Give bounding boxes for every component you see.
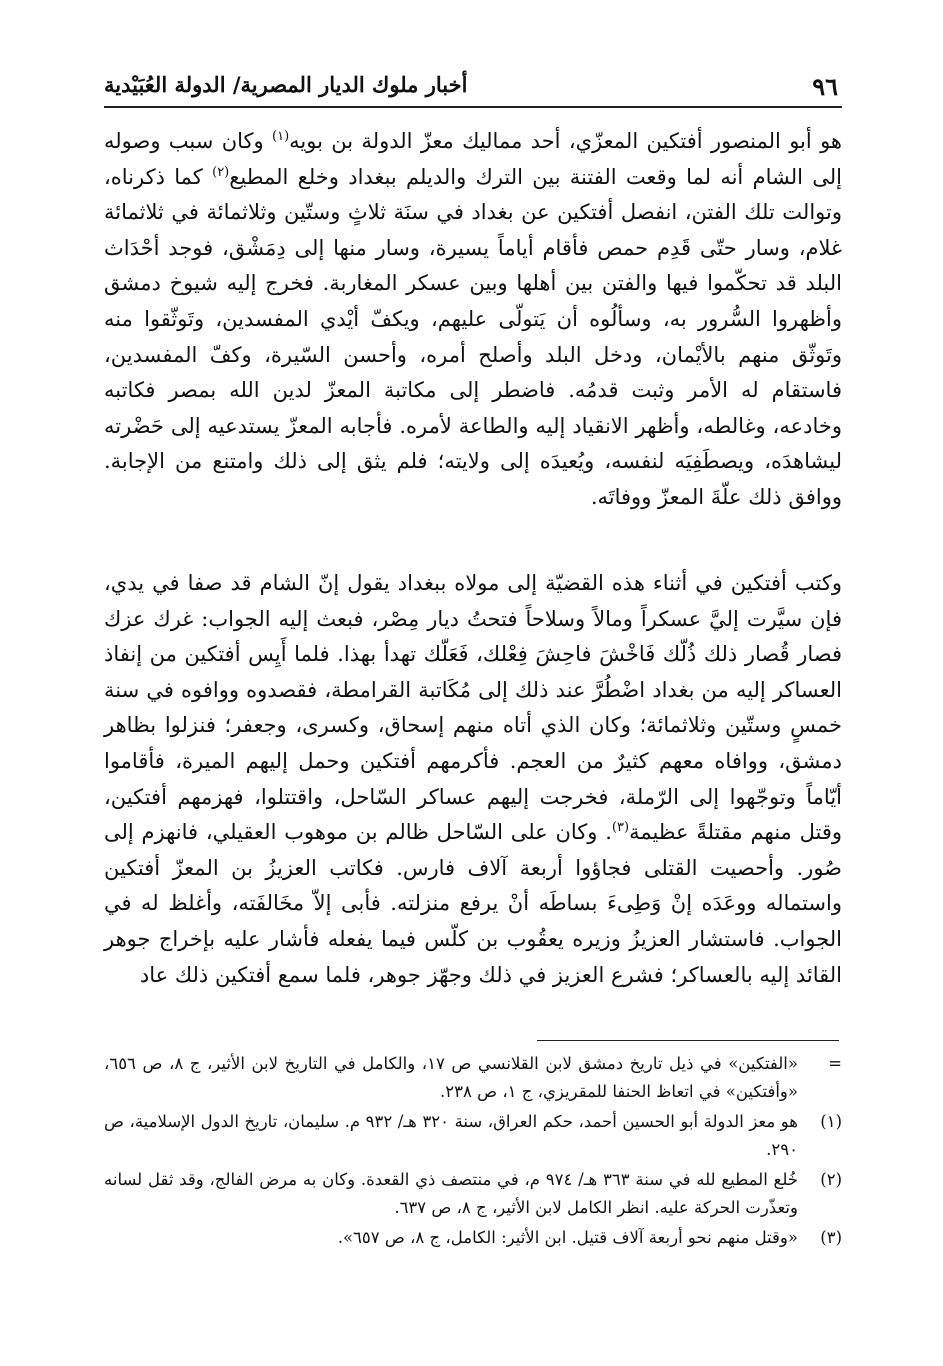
footnote-ref-2: (٢): [212, 164, 230, 180]
footnote-ref-3: (٣): [611, 820, 630, 836]
page-number: ٩٦: [812, 72, 838, 101]
footnote-divider: [537, 1040, 839, 1041]
footnote-ref-1: (١): [272, 129, 290, 144]
page-header: [104, 66, 842, 108]
footnote-mark: =: [828, 1054, 842, 1073]
paragraph-1: [104, 124, 842, 516]
footnote-text: خُلع المطيع لله في سنة ٣٦٣ هـ/ ٩٧٤ م، في منتصف ذي القعدة. وكان به مرض الفالج، وقد ثقل لسانه وتعذّرت الحركة عليه. انظر الكامل لابن الأثير، ج ٨، ص ٦٣٧.: [104, 1170, 798, 1217]
footnote-text: «الفتكين» في ذيل تاريخ دمشق لابن القلانسي ص ١٧، والكامل في التاريخ لابن الأثير، ج ٨، ص ٦٥٦، «وأفتكين» في اتعاظ الحنفا للمقريزي، ج ١، ص ٢٣٨.: [104, 1054, 798, 1101]
footnote-text: «وقتل منهم نحو أربعة آلاف قتيل. ابن الأثير: الكامل، ج ٨، ص ٦٥٧».: [337, 1228, 798, 1247]
paragraph-1-part-a: هو أبو المنصور أفتكين المعزّي، أحد مماليك معزّ الدولة بن بويه: [289, 129, 842, 153]
footnote-mark: (٣): [820, 1228, 842, 1247]
running-title: أخبار ملوك الديار المصرية/ الدولة العُبَيْدية: [104, 72, 468, 97]
footnotes: [104, 1050, 844, 1254]
paragraph-2-part-b: . وكان على السّاحل ظالم بن موهوب العقيلي، فانهزم إلى صُور. وأحصيت القتلى فجاؤوا أربعة آلاف فارس. فكاتب العزيزُ بن المعزّ أفتكين واستماله ووعَدَه إنْ وَطِىءَ بساطَه أنْ يرفع منزلته. فأبى إلاّ مخَالفَته، وأغلظ له في الجواب. فاستشار العزيزُ وزيره يعقُوب بن كلّس فيما يفعله فأشار عليه بإخراج جوهر القائد إليه بالعساكر؛ فشرع العزيز في ذلك وجهّز جوهر، فلما سمع أفتكين ذلك عاد: [104, 820, 842, 987]
paragraph-2: [104, 566, 842, 993]
footnote-continued: [104, 1050, 844, 1106]
paragraph-2-part-a: وكتب أفتكين في أثناء هذه القضيّة إلى مولاه ببغداد يقول إنّ الشام قد صفا في يدي، فإن سيَّرت إليَّ عسكراً ومالاً وسلاحاً فتحتُ ديار مِصْر، فبعث إليه الجواب: غرك عزك فصار قُصار ذلك ذُلّك فَاخْشَ فاحِشَ فِعْلك، فَعَلّك تهدأ بهذا. فلما أَيِس أفتكين من إنفاذ العساكر إليه من بغداد اضْطُرَّ عند ذلك إلى مُكَاتبة القرامطة، فقصدوه ووافوه في سنة خمسٍ وستّين وثلاثمائة؛ وكان الذي أتاه منهم إسحاق، وكسرى، وجعفر؛ فنزلوا بظاهر دمشق، ووافاه معهم كثيرٌ من العجم. فأكرمهم أفتكين وحمل إليهم الميرة، فأقاموا أيّاماً وتوجّهوا إلى الرّملة، فخرجت إليهم عساكر السّاحل، واقتتلوا، فهزمهم أفتكين، وقتل منهم مقتلةً عظيمة: [104, 571, 842, 845]
footnote-2: [104, 1166, 844, 1222]
footnote-1: [104, 1108, 844, 1164]
paragraph-1-part-b: وكان سبب وصوله إلى الشام أنه لما وقعت الفتنة بين الترك والديلم ببغداد وخلع المطيع: [104, 129, 842, 189]
footnote-3: [104, 1224, 844, 1252]
footnote-text: هو معز الدولة أبو الحسين أحمد، حكم العراق، سنة ٣٢٠ هـ/ ٩٣٢ م. سليمان، تاريخ الدول الإسلامية، ص ٢٩٠.: [104, 1112, 799, 1159]
paragraph-1-part-c: كما ذكرناه، وتوالت تلك الفتن، انفصل أفتكين عن بغداد في سنَة ثلاثٍ وستّين وثلاثمائة في ثلاثمائة غلام، وسار حتّى قَدِم حمص فأقام أياماً يسيرة، وسار منها إلى دِمَشْق، فوجد أحْدَاث البلد قد تحكّموا فيها والفتن بين أهلها وبين عسكر المغاربة. فخرج إليه شيوخ دمشق وأظهروا السُّرور به، وسألُوه أن يَتولّى عليهم، ويكفّ أيْدي المفسدين، وتَوثّقوا منه وتَوثّق منهم بالأيْمان، ودخل البلد وأصلح أمره، وأحسن السّيرة، وكفّ المفسدين، فاستقام له الأمر وثبت قدمُه. فاضطر إلى مكاتبة المعزّ لدين الله بمصر فكاتبه وخادعه، وغالطه، وأظهر الانقياد إليه والطاعة لأمره. فأجابه المعزّ يستدعيه إلى حَضْرته ليشاهدَه، ويصطَفِيَه لنفسه، ويُعيدَه إلى ولايته؛ فلم يثق إلى ذلك وامتنع من الإجابة. ووافق ذلك علّةَ المعزّ ووفاتَه.: [104, 164, 842, 509]
footnote-mark: (١): [820, 1112, 842, 1131]
footnote-mark: (٢): [820, 1170, 842, 1189]
